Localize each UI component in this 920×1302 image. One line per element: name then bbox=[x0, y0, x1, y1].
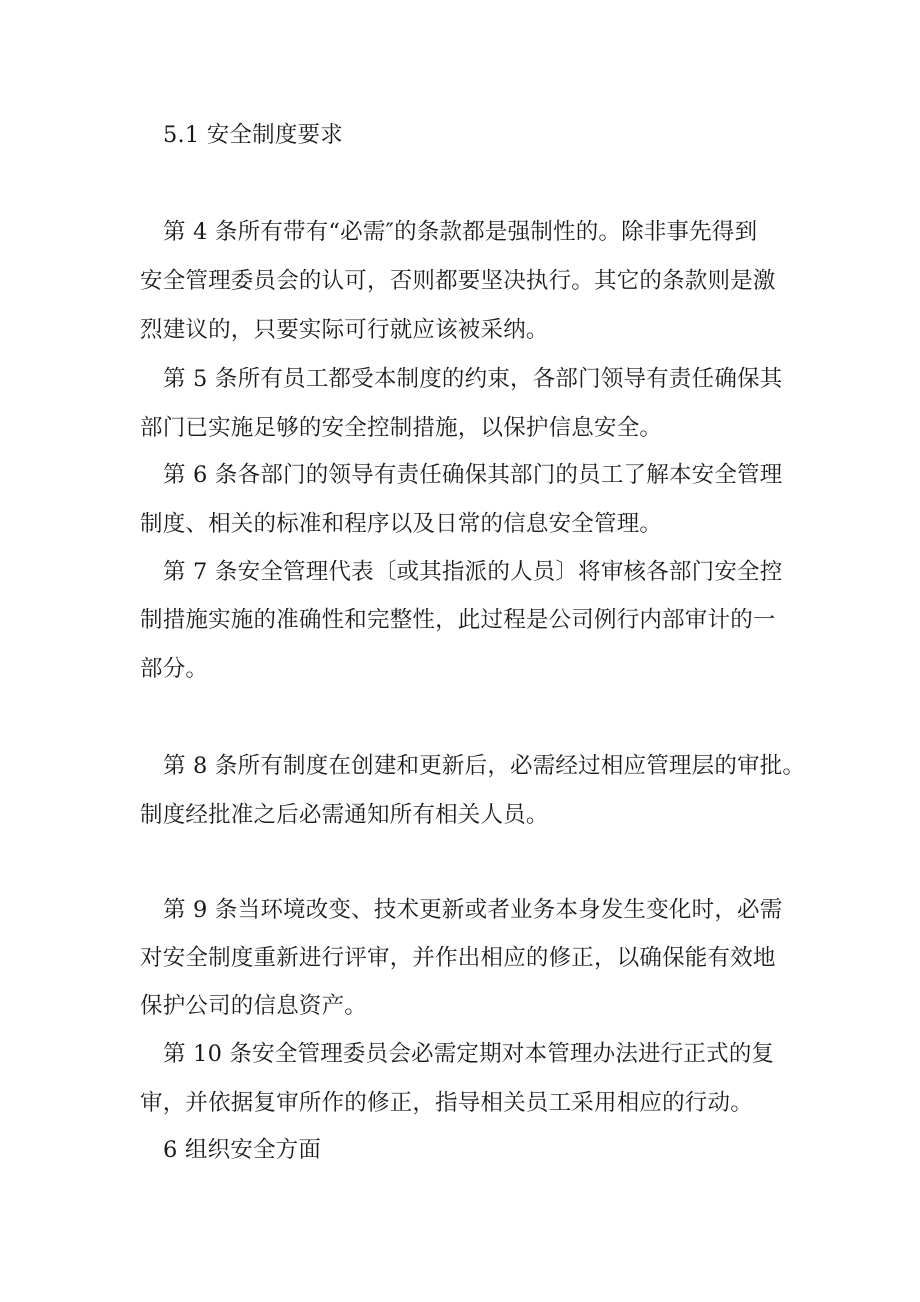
article-9-line-3: 保护公司的信息资产。 bbox=[140, 993, 368, 1019]
section-heading-6: 6 组织安全方面 bbox=[163, 1137, 322, 1163]
article-8-line-2: 制度经批准之后必需通知所有相关人员。 bbox=[140, 802, 549, 828]
article-5-line-2: 部门已实施足够的安全控制措施，以保护信息安全。 bbox=[140, 415, 663, 441]
article-7-line-3: 部分。 bbox=[140, 656, 209, 682]
article-9-line-2: 对安全制度重新进行评审，并作出相应的修正，以确保能有效地 bbox=[140, 945, 776, 971]
article-10-line-2: 审，并依据复审所作的修正，指导相关员工采用相应的行动。 bbox=[140, 1090, 753, 1116]
section-heading-5-1: 5.1 安全制度要求 bbox=[163, 122, 343, 148]
article-7-line-2: 制措施实施的准确性和完整性，此过程是公司例行内部审计的一 bbox=[140, 607, 776, 633]
article-5-line-1: 第 5 条所有员工都受本制度的约束，各部门领导有责任确保其 bbox=[163, 366, 783, 392]
article-7-line-1: 第 7 条安全管理代表〔或其指派的人员〕将审核各部门安全控 bbox=[163, 559, 783, 585]
article-8-line-1: 第 8 条所有制度在创建和更新后，必需经过相应管理层的审批。 bbox=[163, 753, 806, 779]
article-6-line-2: 制度、相关的标准和程序以及日常的信息安全管理。 bbox=[140, 511, 663, 537]
article-4-line-3: 烈建议的，只要实际可行就应该被采纳。 bbox=[140, 317, 549, 343]
article-6-line-1: 第 6 条各部门的领导有责任确保其部门的员工了解本安全管理 bbox=[163, 462, 783, 488]
article-10-line-1: 第 10 条安全管理委员会必需定期对本管理办法进行正式的复 bbox=[163, 1041, 775, 1067]
article-4-line-1: 第 4 条所有带有“必需″的条款都是强制性的。除非事先得到 bbox=[163, 219, 758, 245]
article-9-line-1: 第 9 条当环境改变、技术更新或者业务本身发生变化时，必需 bbox=[163, 897, 783, 923]
article-4-line-2: 安全管理委员会的认可，否则都要坚决执行。其它的条款则是激 bbox=[140, 268, 776, 294]
